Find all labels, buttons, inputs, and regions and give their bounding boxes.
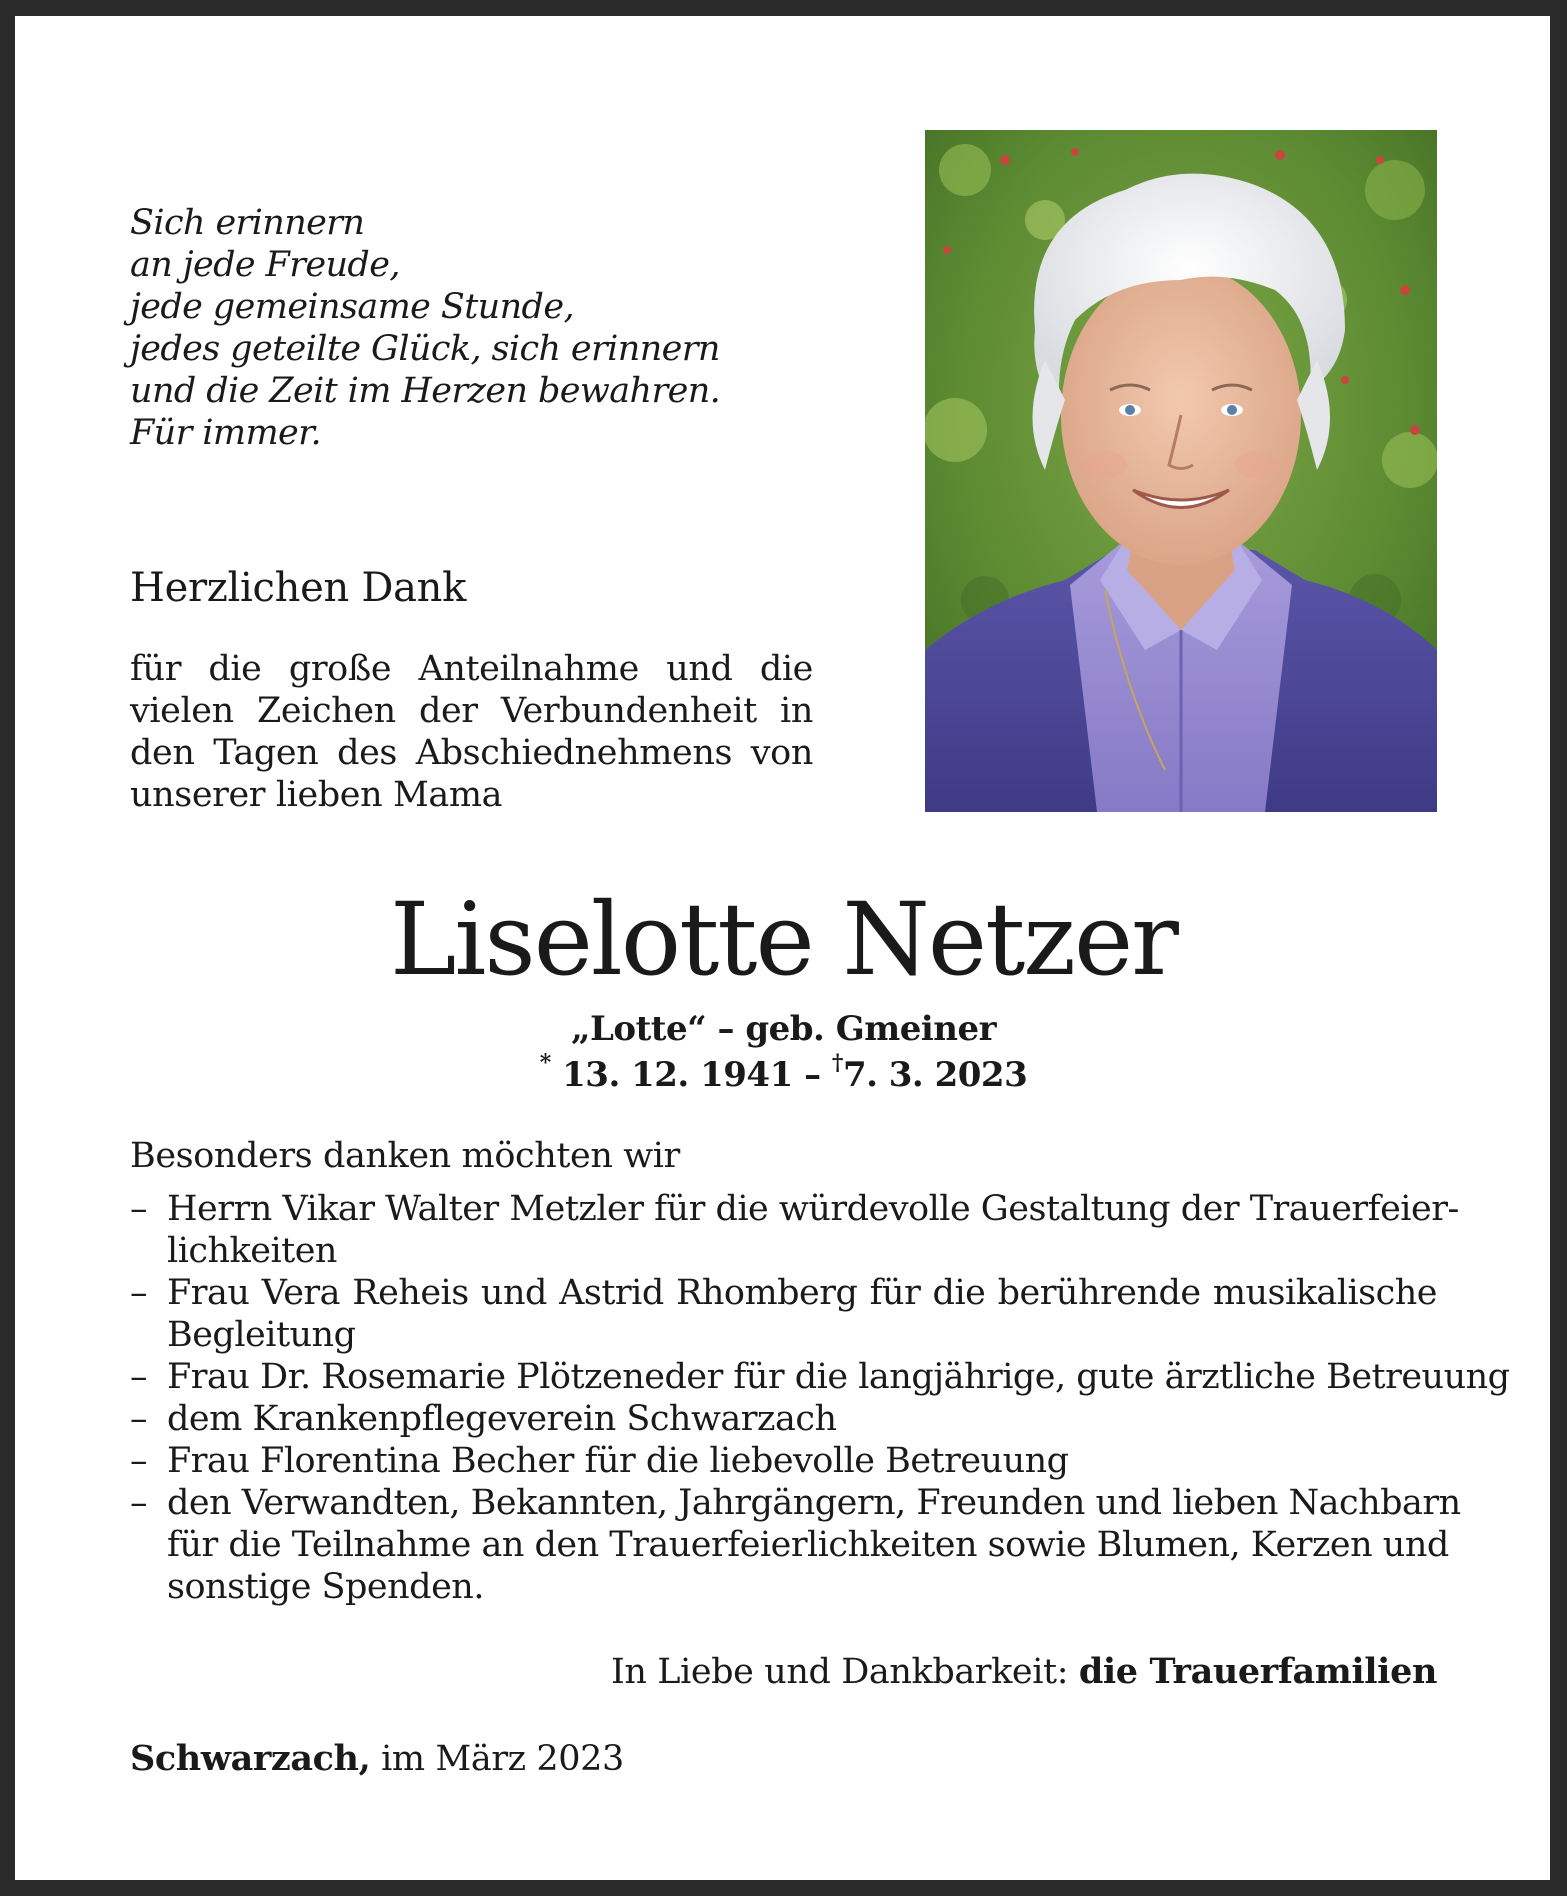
list-item <box>130 1272 1437 1356</box>
list-item-line: Begleitung <box>167 1315 356 1355</box>
poem-line: Für immer. <box>130 413 321 453</box>
thanks-paragraph <box>130 648 813 816</box>
list-item-line: Frau Vera Reheis und Astrid Rhomberg für die berührende musikalische <box>167 1273 1437 1313</box>
list-item <box>130 1188 1459 1272</box>
list-item-line: dem Krankenpflegeverein Schwarzach <box>167 1399 837 1439</box>
list-item <box>130 1482 1461 1608</box>
closing-prefix: In Liebe und Dankbarkeit: <box>610 1652 1069 1692</box>
death-cross-symbol: † <box>831 1049 843 1076</box>
list-item-line: Frau Florentina Becher für die liebevolle Betreuung <box>167 1441 1069 1481</box>
memorial-poem <box>130 202 770 454</box>
poem-line: Sich erinnern <box>130 203 365 243</box>
list-item-line: Herrn Vikar Walter Metzler für die würdevolle Gestaltung der Trauerfeier- <box>167 1189 1459 1229</box>
dash-bullet: – <box>130 1273 147 1313</box>
special-thanks-intro: Besonders danken möchten wir <box>130 1136 680 1176</box>
thanks-line: für die große Anteilnahme und die <box>130 649 813 689</box>
list-item-line: den Verwandten, Bekannten, Jahrgängern, Freunden und lieben Nachbarn <box>167 1483 1461 1523</box>
poem-line: und die Zeit im Herzen bewahren. <box>130 371 721 411</box>
dash-bullet: – <box>130 1441 147 1481</box>
list-item <box>130 1440 1437 1482</box>
dash-bullet: – <box>130 1189 147 1229</box>
poem-line: jede gemeinsame Stunde, <box>130 287 574 327</box>
poem-line: an jede Freude, <box>130 245 400 285</box>
list-item-line: sonstige Spenden. <box>167 1567 484 1607</box>
dash-bullet: – <box>130 1399 147 1439</box>
thanks-heading: Herzlichen Dank <box>130 565 467 611</box>
place-and-date <box>130 1738 624 1780</box>
portrait-illustration <box>925 130 1437 812</box>
list-item-line: Frau Dr. Rosemarie Plötzeneder für die langjährige, gute ärztliche Betreuung <box>167 1357 1510 1397</box>
poem-line: jedes geteilte Glück, sich erinnern <box>130 329 720 369</box>
life-dates <box>0 1049 1567 1096</box>
thanks-line: unserer lieben Mama <box>130 775 503 815</box>
list-item-line: für die Teilnahme an den Trauerfeierlichkeiten sowie Blumen, Kerzen und <box>167 1525 1449 1565</box>
list-item-line: lichkeiten <box>167 1231 337 1271</box>
closing-line <box>611 1651 1437 1693</box>
nickname-maiden-name: „Lotte“ – geb. Gmeiner <box>570 1009 997 1049</box>
death-date: 7. 3. 2023 <box>842 1055 1028 1095</box>
portrait-photo <box>925 130 1437 812</box>
dash-bullet: – <box>130 1483 147 1523</box>
list-item <box>130 1356 1510 1398</box>
date-text: im März 2023 <box>381 1739 624 1779</box>
thanks-line: den Tagen des Abschiednehmens von <box>130 733 813 773</box>
dash-bullet: – <box>130 1357 147 1397</box>
closing-signature: die Trauerfamilien <box>1078 1651 1437 1692</box>
place-name: Schwarzach, <box>130 1738 371 1779</box>
birth-star-symbol: * <box>539 1049 551 1076</box>
special-thanks-list <box>130 1188 1510 1608</box>
thanks-line: vielen Zeichen der Verbundenheit in <box>130 691 813 731</box>
deceased-name: Liselotte Netzer <box>390 881 1177 998</box>
list-item <box>130 1398 1437 1440</box>
birth-date: 13. 12. 1941 – <box>562 1055 821 1095</box>
